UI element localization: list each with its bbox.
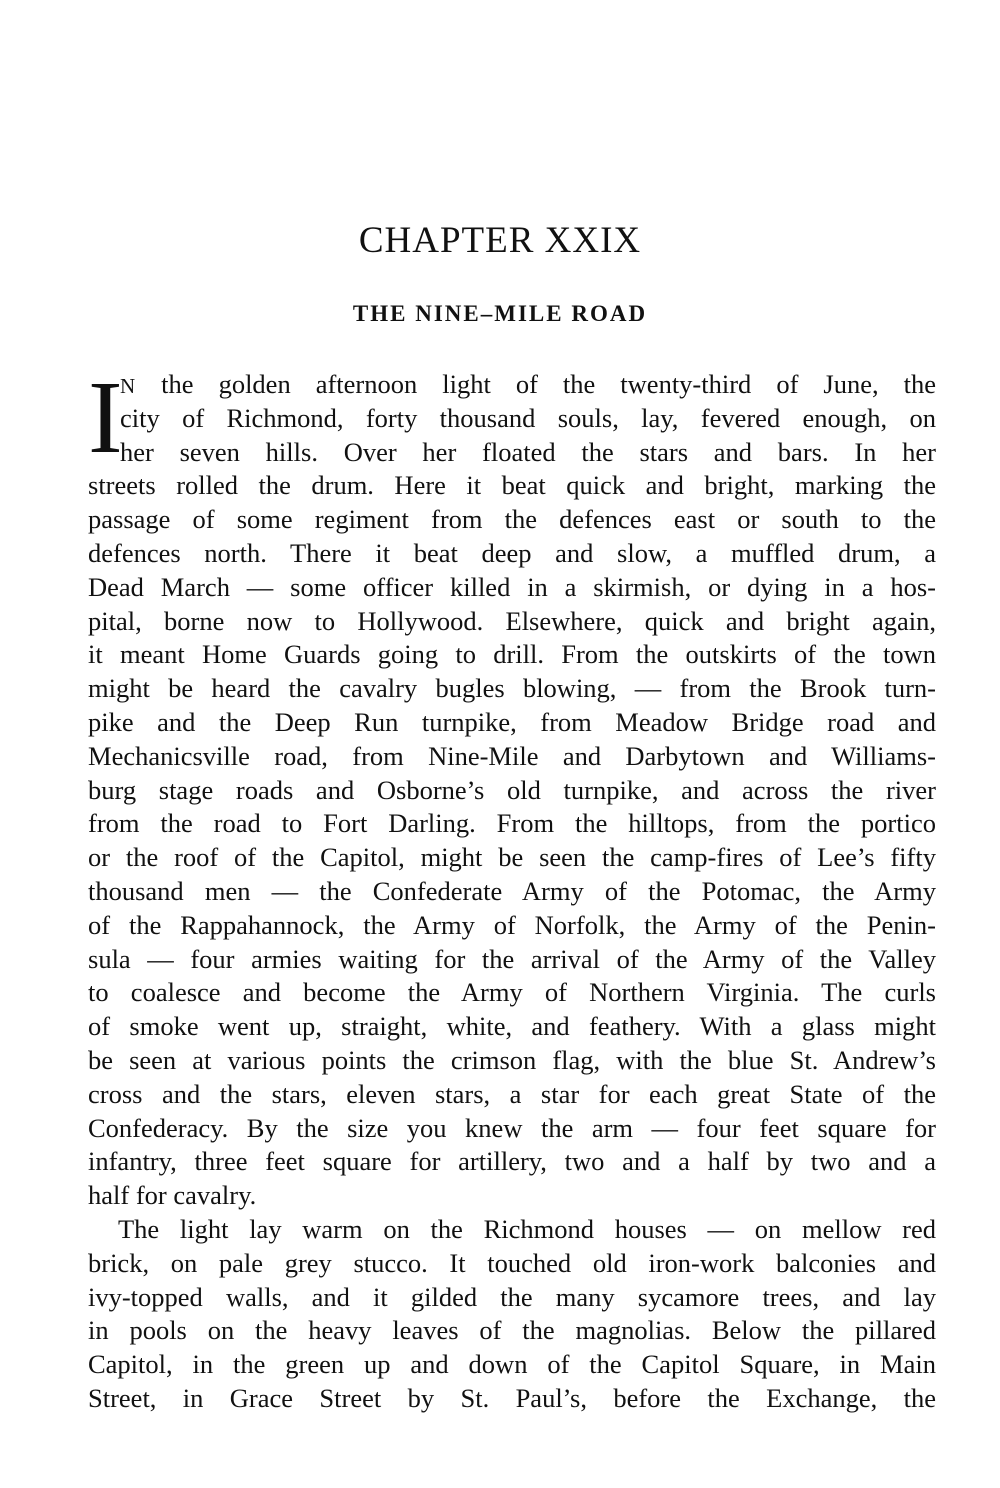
text-line: streets rolled the drum. Here it beat quick and bright, marking the	[88, 470, 936, 501]
text-line: Capitol, in the green up and down of the Capitol Square, in Main	[88, 1349, 936, 1380]
small-caps-text: N	[120, 374, 137, 398]
text-line: or the roof of the Capitol, might be seen the camp-fires of Lee’s fifty	[88, 842, 936, 873]
text-line: it meant Home Guards going to drill. From the outskirts of the town	[88, 639, 936, 670]
text-line: infantry, three feet square for artillery, two and a half by two and a	[88, 1146, 936, 1177]
text-line: brick, on pale grey stucco. It touched old iron-work balconies and	[88, 1247, 936, 1278]
text-line: pital, borne now to Hollywood. Elsewhere, quick and bright again,	[88, 605, 936, 636]
chapter-subtitle: THE NINE–MILE ROAD	[352, 301, 648, 326]
text-line: in pools on the heavy leaves of the magnolias. Below the pillared	[88, 1315, 936, 1346]
text-line: of the Rappahannock, the Army of Norfolk, the Army of the Penin-	[88, 909, 936, 940]
text-line: ivy-topped walls, and it gilded the many sycamore trees, and lay	[88, 1281, 936, 1312]
text-line: be seen at various points the crimson flag, with the blue St. Andrew’s	[88, 1044, 936, 1075]
text-line: Dead March — some officer killed in a skirmish, or dying in a hos-	[88, 571, 936, 602]
text-line: Mechanicsville road, from Nine-Mile and Darbytown and Williams-	[88, 740, 936, 771]
text-line: defences north. There it beat deep and slow, a muffled drum, a	[88, 537, 936, 568]
chapter-title: CHAPTER XXIX	[358, 220, 642, 261]
text-line: half for cavalry.	[88, 1180, 257, 1211]
text-line: from the road to Fort Darling. From the hilltops, from the portico	[88, 808, 936, 839]
body-text	[88, 360, 936, 1416]
text-line: burg stage roads and Osborne’s old turnpike, and across the river	[88, 774, 936, 805]
text-line: N the golden afternoon light of the twenty-third of June, the	[120, 369, 936, 399]
drop-cap: I	[88, 360, 123, 475]
text-line: of smoke went up, straight, white, and feathery. With a glass might	[88, 1011, 936, 1042]
text-line: Street, in Grace Street by St. Paul’s, before the Exchange, the	[88, 1382, 936, 1413]
text-line: Confederacy. By the size you knew the arm — four feet square for	[88, 1112, 936, 1143]
text-line: The light lay warm on the Richmond houses — on mellow red	[118, 1213, 936, 1244]
text-line: passage of some regiment from the defences east or south to the	[88, 504, 936, 535]
text-line: thousand men — the Confederate Army of the Potomac, the Army	[88, 875, 936, 906]
text-line: her seven hills. Over her floated the stars and bars. In her	[120, 436, 936, 467]
text-line: might be heard the cavalry bugles blowing, — from the Brook turn-	[88, 673, 936, 704]
text-line: city of Richmond, forty thousand souls, lay, fevered enough, on	[120, 402, 936, 433]
text-line: cross and the stars, eleven stars, a star for each great State of the	[88, 1078, 936, 1109]
text-line: sula — four armies waiting for the arrival of the Army of the Valley	[88, 943, 936, 974]
text-line: pike and the Deep Run turnpike, from Meadow Bridge road and	[88, 706, 936, 737]
text-line: to coalesce and become the Army of Northern Virginia. The curls	[88, 977, 936, 1008]
